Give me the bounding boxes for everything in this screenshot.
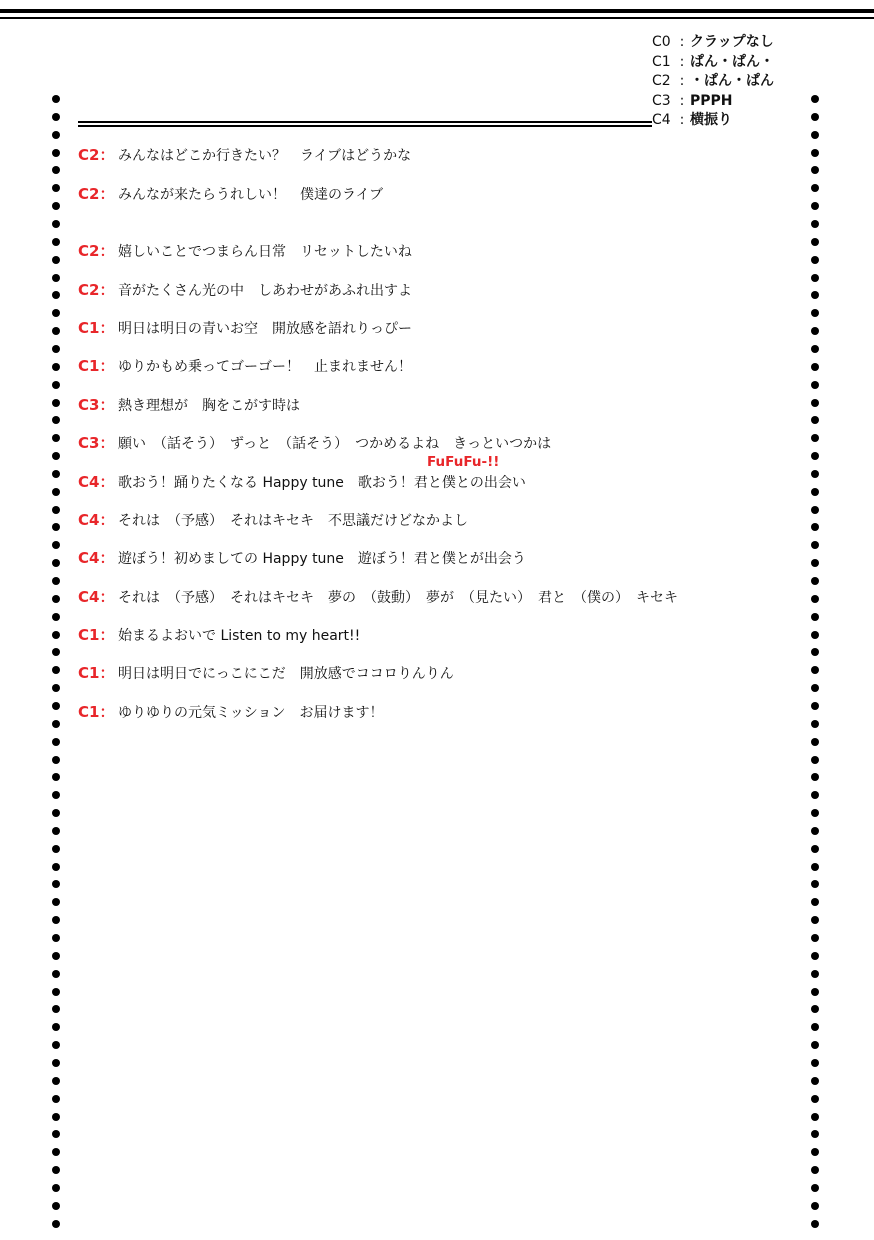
- border-dot: [52, 1095, 60, 1103]
- lyric-text: みんなはどこか行きたい？ ライブはどうかな: [118, 148, 412, 164]
- border-dot: [52, 880, 60, 888]
- border-dot: [52, 970, 60, 978]
- border-dot: [52, 934, 60, 942]
- border-dot: [52, 95, 60, 103]
- lyric-text: ゆりかもめ乗ってゴーゴー！ 止まれません！: [118, 359, 412, 375]
- border-dot: [811, 416, 819, 424]
- border-dot: [811, 434, 819, 442]
- border-dot: [52, 488, 60, 496]
- border-dot: [811, 488, 819, 496]
- border-dot: [811, 1220, 819, 1228]
- lyric-text: 音がたくさん光の中 しあわせがあふれ出すよ: [118, 283, 412, 299]
- border-dot: [811, 327, 819, 335]
- lyric-line: [78, 434, 551, 453]
- border-dot: [811, 845, 819, 853]
- border-dot: [52, 666, 60, 674]
- border-dot: [52, 416, 60, 424]
- border-dot: [52, 184, 60, 192]
- border-dot: [811, 1113, 819, 1121]
- border-dot: [52, 863, 60, 871]
- border-dot: [52, 559, 60, 567]
- legend-item: C4 : 横振り: [652, 112, 732, 128]
- border-dot: [52, 399, 60, 407]
- call-code: C1：: [78, 319, 115, 337]
- border-dot: [811, 684, 819, 692]
- border-dot: [52, 434, 60, 442]
- border-dot: [52, 613, 60, 621]
- lyric-text: 遊ぼう！初めましての Happy tune 遊ぼう！君と僕とが出会う: [118, 551, 526, 567]
- lyric-line: [78, 473, 526, 492]
- lyric-line: [78, 185, 383, 204]
- border-dot: [52, 238, 60, 246]
- call-code: C3：: [78, 396, 115, 414]
- border-dot: [811, 559, 819, 567]
- border-dot: [811, 166, 819, 174]
- border-dot: [52, 631, 60, 639]
- border-dot: [811, 666, 819, 674]
- border-dot: [811, 399, 819, 407]
- border-dot: [52, 952, 60, 960]
- lyric-line: [78, 549, 526, 568]
- call-code: C1：: [78, 357, 115, 375]
- call-code: C1：: [78, 703, 115, 721]
- border-dot: [52, 327, 60, 335]
- call-code: C2：: [78, 185, 115, 203]
- border-dot: [811, 1023, 819, 1031]
- call-code: C4：: [78, 473, 115, 491]
- lyric-line: [78, 242, 412, 261]
- border-dot: [52, 1005, 60, 1013]
- call-annotation: FuFuFu-!!: [427, 454, 500, 470]
- call-legend: [652, 33, 774, 131]
- lyric-text: 嬉しいことでつまらん日常 リセットしたいね: [118, 244, 412, 260]
- border-dot: [811, 202, 819, 210]
- border-dot: [52, 595, 60, 603]
- border-dot: [52, 113, 60, 121]
- border-dot: [811, 1005, 819, 1013]
- border-dot: [52, 274, 60, 282]
- lyric-line: [78, 703, 383, 722]
- border-dot: [811, 291, 819, 299]
- border-dot: [811, 309, 819, 317]
- border-dot: [52, 577, 60, 585]
- lyric-line: [78, 281, 412, 300]
- border-dot: [811, 1077, 819, 1085]
- call-code: C1：: [78, 626, 115, 644]
- border-dot: [811, 898, 819, 906]
- lyric-text: それは （予感） それはキセキ 不思議だけどなかよし: [118, 513, 468, 529]
- border-dot: [52, 1166, 60, 1174]
- legend-item: C1 : ぱん・ぱん・: [652, 53, 774, 70]
- border-dot: [811, 1095, 819, 1103]
- lyric-line: [78, 396, 300, 415]
- border-dot: [52, 291, 60, 299]
- border-dot: [811, 238, 819, 246]
- border-dot: [52, 541, 60, 549]
- call-code: C3：: [78, 434, 115, 452]
- border-dot: [811, 345, 819, 353]
- border-dot: [811, 970, 819, 978]
- call-code: C4：: [78, 511, 115, 529]
- border-dot: [52, 738, 60, 746]
- border-dot: [52, 684, 60, 692]
- border-dot: [811, 113, 819, 121]
- lyric-text: 明日は明日の青いお空 開放感を語れりっぴー: [118, 321, 412, 337]
- border-dot: [52, 702, 60, 710]
- border-dot: [52, 1041, 60, 1049]
- border-dot: [811, 363, 819, 371]
- border-dot: [52, 523, 60, 531]
- border-dot: [811, 1184, 819, 1192]
- border-dot: [811, 1059, 819, 1067]
- border-dot: [811, 648, 819, 656]
- border-dot: [52, 256, 60, 264]
- lyric-text: それは （予感） それはキセキ 夢の （鼓動） 夢が （見たい） 君と （僕の） キセキ: [118, 590, 678, 606]
- border-dot: [52, 916, 60, 924]
- lyric-line: [78, 357, 412, 376]
- border-dot: [811, 470, 819, 478]
- lyric-text: 歌おう！踊りたくなる Happy tune 歌おう！君と僕との出会い: [118, 475, 526, 491]
- border-dot: [811, 631, 819, 639]
- border-dot: [52, 809, 60, 817]
- border-dot: [811, 381, 819, 389]
- border-dot: [52, 1113, 60, 1121]
- border-dot: [811, 809, 819, 817]
- lyric-line: [78, 319, 412, 338]
- header-rule-bottom: [78, 125, 652, 127]
- border-dot: [52, 220, 60, 228]
- border-dot: [811, 863, 819, 871]
- border-dot: [52, 166, 60, 174]
- border-dot: [811, 149, 819, 157]
- border-dot: [52, 452, 60, 460]
- right-dotted-border: [809, 95, 821, 1240]
- border-dot: [811, 452, 819, 460]
- border-dot: [811, 184, 819, 192]
- call-code: C2：: [78, 281, 115, 299]
- border-dot: [52, 470, 60, 478]
- border-dot: [811, 720, 819, 728]
- border-dot: [811, 613, 819, 621]
- lyric-text: 明日は明日でにっこにこだ 開放感でココロりんりん: [118, 666, 454, 682]
- border-dot: [811, 506, 819, 514]
- border-dot: [52, 898, 60, 906]
- border-dot: [52, 345, 60, 353]
- border-dot: [52, 791, 60, 799]
- border-dot: [811, 577, 819, 585]
- lyric-text: 始まるよおいで Listen to my heart!!: [118, 628, 361, 644]
- border-dot: [52, 988, 60, 996]
- border-dot: [811, 256, 819, 264]
- border-dot: [811, 541, 819, 549]
- legend-item: C2 : ・ぱん・ぱん: [652, 73, 774, 89]
- border-dot: [52, 648, 60, 656]
- call-code: C1：: [78, 664, 115, 682]
- lyric-text: みんなが来たらうれしい！ 僕達のライブ: [118, 187, 384, 203]
- border-dot: [811, 1148, 819, 1156]
- border-dot: [811, 827, 819, 835]
- border-dot: [811, 95, 819, 103]
- lyric-text: ゆりゆりの元気ミッション お届けます！: [118, 705, 384, 721]
- lyric-line: [78, 588, 678, 607]
- lyric-line: [78, 511, 468, 530]
- border-dot: [811, 773, 819, 781]
- header-rule-top: [78, 121, 652, 123]
- border-dot: [52, 1130, 60, 1138]
- border-dot: [811, 916, 819, 924]
- border-dot: [52, 309, 60, 317]
- border-dot: [52, 1023, 60, 1031]
- border-dot: [52, 720, 60, 728]
- border-dot: [811, 131, 819, 139]
- border-dot: [811, 756, 819, 764]
- border-dot: [811, 523, 819, 531]
- border-dot: [811, 274, 819, 282]
- border-dot: [811, 880, 819, 888]
- top-rule-thick: [0, 9, 874, 13]
- border-dot: [52, 773, 60, 781]
- border-dot: [811, 952, 819, 960]
- border-dot: [811, 1166, 819, 1174]
- legend-item: C3 : PPPH: [652, 92, 733, 109]
- border-dot: [811, 702, 819, 710]
- call-code: C2：: [78, 242, 115, 260]
- border-dot: [52, 845, 60, 853]
- border-dot: [811, 1041, 819, 1049]
- border-dot: [52, 1077, 60, 1085]
- border-dot: [811, 738, 819, 746]
- border-dot: [52, 1220, 60, 1228]
- legend-item: C0 : クラップなし: [652, 34, 774, 50]
- lyric-text: 熱き理想が 胸をこがす時は: [118, 398, 300, 414]
- border-dot: [52, 202, 60, 210]
- call-code: C4：: [78, 549, 115, 567]
- call-code: C4：: [78, 588, 115, 606]
- border-dot: [811, 220, 819, 228]
- border-dot: [811, 595, 819, 603]
- border-dot: [52, 506, 60, 514]
- border-dot: [52, 1202, 60, 1210]
- lyric-line: [78, 626, 360, 645]
- call-code: C2：: [78, 146, 115, 164]
- border-dot: [52, 381, 60, 389]
- left-dotted-border: [50, 95, 62, 1240]
- border-dot: [52, 756, 60, 764]
- border-dot: [52, 131, 60, 139]
- border-dot: [811, 988, 819, 996]
- border-dot: [52, 1148, 60, 1156]
- border-dot: [52, 1184, 60, 1192]
- lyric-line: [78, 146, 411, 165]
- top-rule-thin: [0, 17, 874, 19]
- border-dot: [52, 1059, 60, 1067]
- border-dot: [52, 827, 60, 835]
- border-dot: [811, 1130, 819, 1138]
- border-dot: [811, 1202, 819, 1210]
- border-dot: [811, 791, 819, 799]
- border-dot: [811, 934, 819, 942]
- lyric-line: [78, 664, 454, 683]
- border-dot: [52, 363, 60, 371]
- lyric-text: 願い （話そう） ずっと （話そう） つかめるよね きっといつかは: [118, 436, 552, 452]
- border-dot: [52, 149, 60, 157]
